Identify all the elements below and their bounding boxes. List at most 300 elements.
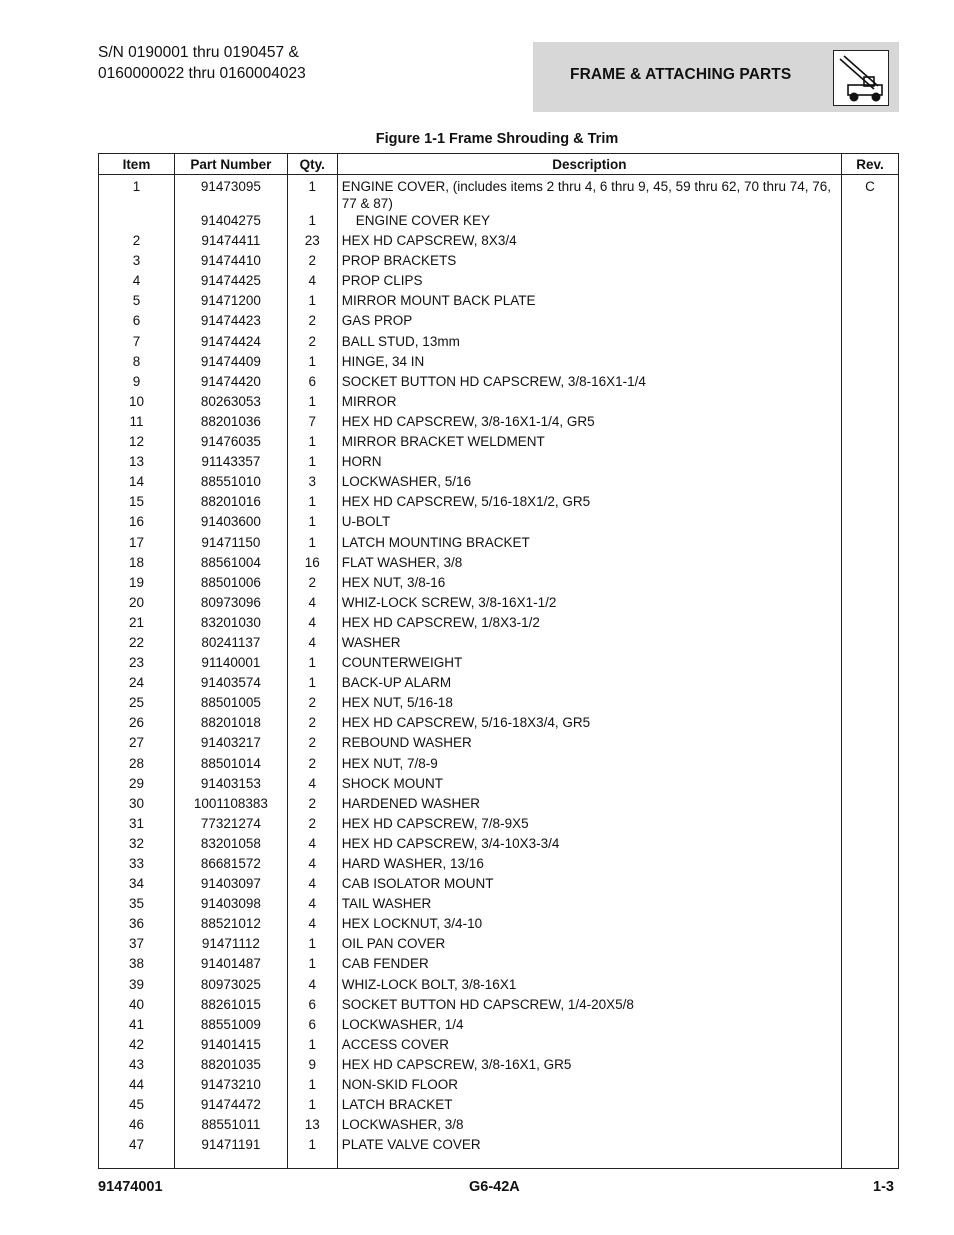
- rev-cell: [842, 614, 899, 634]
- description-cell: SOCKET BUTTON HD CAPSCREW, 3/8-16X1-1/4: [337, 373, 841, 393]
- part-number-cell: 91473210: [174, 1076, 287, 1096]
- item-cell: 16: [99, 513, 175, 533]
- item-cell: 4: [99, 272, 175, 292]
- table-row: [99, 1056, 899, 1076]
- qty-cell: 1: [287, 453, 337, 473]
- item-cell: 1: [99, 175, 175, 213]
- item-cell: 24: [99, 674, 175, 694]
- rev-cell: [842, 312, 899, 332]
- description-cell: HEX HD CAPSCREW, 5/16-18X1/2, GR5: [337, 493, 841, 513]
- qty-cell: 4: [287, 915, 337, 935]
- table-row: [99, 755, 899, 775]
- rev-cell: [842, 513, 899, 533]
- part-number-cell: 80263053: [174, 393, 287, 413]
- table-row: [99, 775, 899, 795]
- table-row: [99, 175, 899, 213]
- description-cell: LATCH MOUNTING BRACKET: [337, 534, 841, 554]
- table-row: [99, 835, 899, 855]
- item-cell: 3: [99, 252, 175, 272]
- item-cell: 7: [99, 333, 175, 353]
- table-row: [99, 212, 899, 232]
- description-cell: CAB ISOLATOR MOUNT: [337, 875, 841, 895]
- header-item: Item: [99, 154, 175, 175]
- table-row: [99, 534, 899, 554]
- description-cell: HARD WASHER, 13/16: [337, 855, 841, 875]
- rev-cell: [842, 755, 899, 775]
- qty-cell: 2: [287, 312, 337, 332]
- part-number-cell: 80973096: [174, 594, 287, 614]
- part-number-cell: 91474423: [174, 312, 287, 332]
- rev-cell: [842, 1016, 899, 1036]
- spacer-cell: [174, 1156, 287, 1169]
- part-number-cell: 91474472: [174, 1096, 287, 1116]
- part-number-cell: 91403600: [174, 513, 287, 533]
- part-number-cell: 88551009: [174, 1016, 287, 1036]
- rev-cell: [842, 212, 899, 232]
- qty-cell: 2: [287, 694, 337, 714]
- rev-cell: [842, 534, 899, 554]
- rev-cell: [842, 694, 899, 714]
- qty-cell: 4: [287, 875, 337, 895]
- description-cell: CAB FENDER: [337, 955, 841, 975]
- section-banner: [533, 42, 899, 112]
- table-row: [99, 594, 899, 614]
- description-cell: PLATE VALVE COVER: [337, 1136, 841, 1156]
- description-cell: WHIZ-LOCK SCREW, 3/8-16X1-1/2: [337, 594, 841, 614]
- table-row: [99, 1136, 899, 1156]
- item-cell: 36: [99, 915, 175, 935]
- table-row: [99, 815, 899, 835]
- description-cell: WASHER: [337, 634, 841, 654]
- table-row: [99, 1016, 899, 1036]
- table-row: [99, 614, 899, 634]
- qty-cell: 2: [287, 734, 337, 754]
- rev-cell: [842, 915, 899, 935]
- description-cell: HEX HD CAPSCREW, 3/4-10X3-3/4: [337, 835, 841, 855]
- rev-cell: C: [842, 175, 899, 213]
- description-cell: HEX LOCKNUT, 3/4-10: [337, 915, 841, 935]
- qty-cell: 1: [287, 353, 337, 373]
- item-cell: 38: [99, 955, 175, 975]
- description-cell: HORN: [337, 453, 841, 473]
- qty-cell: 4: [287, 634, 337, 654]
- description-cell: LATCH BRACKET: [337, 1096, 841, 1116]
- table-row: [99, 1076, 899, 1096]
- item-cell: 13: [99, 453, 175, 473]
- part-number-cell: 91474420: [174, 373, 287, 393]
- qty-cell: 1: [287, 1076, 337, 1096]
- table-row: [99, 915, 899, 935]
- table-row: [99, 292, 899, 312]
- rev-cell: [842, 634, 899, 654]
- table-row: [99, 1116, 899, 1136]
- table-row: [99, 996, 899, 1016]
- table-row: [99, 433, 899, 453]
- part-number-cell: 91403153: [174, 775, 287, 795]
- table-row: [99, 634, 899, 654]
- rev-cell: [842, 473, 899, 493]
- rev-cell: [842, 955, 899, 975]
- table-row: [99, 312, 899, 332]
- part-number-cell: 80973025: [174, 976, 287, 996]
- qty-cell: 2: [287, 252, 337, 272]
- part-number-cell: 91404275: [174, 212, 287, 232]
- description-cell: HARDENED WASHER: [337, 795, 841, 815]
- item-cell: 19: [99, 574, 175, 594]
- rev-cell: [842, 554, 899, 574]
- description-cell: OIL PAN COVER: [337, 935, 841, 955]
- table-row: [99, 734, 899, 754]
- rev-cell: [842, 232, 899, 252]
- rev-cell: [842, 714, 899, 734]
- rev-cell: [842, 594, 899, 614]
- part-number-cell: 88501005: [174, 694, 287, 714]
- description-cell: MIRROR MOUNT BACK PLATE: [337, 292, 841, 312]
- item-cell: 2: [99, 232, 175, 252]
- rev-cell: [842, 976, 899, 996]
- qty-cell: 1: [287, 1036, 337, 1056]
- qty-cell: 4: [287, 775, 337, 795]
- table-row: [99, 232, 899, 252]
- table-row: [99, 373, 899, 393]
- item-cell: 31: [99, 815, 175, 835]
- item-cell: 23: [99, 654, 175, 674]
- spacer-cell: [99, 1156, 175, 1169]
- table-bottom-edge: [99, 1156, 899, 1169]
- description-cell: MIRROR: [337, 393, 841, 413]
- table-row: [99, 493, 899, 513]
- item-cell: 41: [99, 1016, 175, 1036]
- header-rev: Rev.: [842, 154, 899, 175]
- item-cell: 12: [99, 433, 175, 453]
- description-cell: U-BOLT: [337, 513, 841, 533]
- item-cell: 29: [99, 775, 175, 795]
- header-qty: Qty.: [287, 154, 337, 175]
- item-cell: 8: [99, 353, 175, 373]
- qty-cell: 1: [287, 212, 337, 232]
- qty-cell: 23: [287, 232, 337, 252]
- part-number-cell: 91403217: [174, 734, 287, 754]
- description-cell: LOCKWASHER, 5/16: [337, 473, 841, 493]
- part-number-cell: 88501006: [174, 574, 287, 594]
- qty-cell: 1: [287, 654, 337, 674]
- part-number-cell: 88201036: [174, 413, 287, 433]
- part-number-cell: 88201018: [174, 714, 287, 734]
- parts-table: [98, 153, 899, 1169]
- item-cell: 44: [99, 1076, 175, 1096]
- figure-title: Figure 1-1 Frame Shrouding & Trim: [375, 131, 619, 147]
- table-row: [99, 875, 899, 895]
- qty-cell: 4: [287, 835, 337, 855]
- item-cell: 17: [99, 534, 175, 554]
- part-number-cell: 91473095: [174, 175, 287, 213]
- part-number-cell: 91471200: [174, 292, 287, 312]
- part-number-cell: 91403098: [174, 895, 287, 915]
- qty-cell: 1: [287, 175, 337, 213]
- serial-line-2: 0160000022 thru 0160004023: [98, 65, 306, 82]
- rev-cell: [842, 795, 899, 815]
- item-cell: 26: [99, 714, 175, 734]
- item-cell: 27: [99, 734, 175, 754]
- description-cell: PROP CLIPS: [337, 272, 841, 292]
- description-cell: REBOUND WASHER: [337, 734, 841, 754]
- item-cell: 20: [99, 594, 175, 614]
- qty-cell: 1: [287, 674, 337, 694]
- qty-cell: 2: [287, 333, 337, 353]
- part-number-cell: 88261015: [174, 996, 287, 1016]
- rev-cell: [842, 1036, 899, 1056]
- item-cell: 46: [99, 1116, 175, 1136]
- item-cell: 9: [99, 373, 175, 393]
- part-number-cell: 91474425: [174, 272, 287, 292]
- description-cell: MIRROR BRACKET WELDMENT: [337, 433, 841, 453]
- item-cell: 43: [99, 1056, 175, 1076]
- part-number-cell: 77321274: [174, 815, 287, 835]
- description-cell: LOCKWASHER, 3/8: [337, 1116, 841, 1136]
- rev-cell: [842, 1056, 899, 1076]
- footer-page-number: 1-3: [873, 1179, 894, 1195]
- qty-cell: 3: [287, 473, 337, 493]
- qty-cell: 4: [287, 614, 337, 634]
- qty-cell: 4: [287, 272, 337, 292]
- part-number-cell: 88551010: [174, 473, 287, 493]
- table-row: [99, 393, 899, 413]
- qty-cell: 2: [287, 574, 337, 594]
- item-cell: [99, 212, 175, 232]
- description-cell: HEX HD CAPSCREW, 5/16-18X3/4, GR5: [337, 714, 841, 734]
- description-cell: WHIZ-LOCK BOLT, 3/8-16X1: [337, 976, 841, 996]
- table-row: [99, 333, 899, 353]
- description-cell: ENGINE COVER KEY: [337, 212, 841, 232]
- description-cell: NON-SKID FLOOR: [337, 1076, 841, 1096]
- rev-cell: [842, 333, 899, 353]
- description-cell: HEX HD CAPSCREW, 1/8X3-1/2: [337, 614, 841, 634]
- description-cell: ENGINE COVER, (includes items 2 thru 4, 6 thru 9, 45, 59 thru 62, 70 thru 74, 76, 77 & 87): [337, 175, 841, 213]
- qty-cell: 16: [287, 554, 337, 574]
- qty-cell: 2: [287, 795, 337, 815]
- part-number-cell: 88561004: [174, 554, 287, 574]
- qty-cell: 1: [287, 493, 337, 513]
- item-cell: 25: [99, 694, 175, 714]
- qty-cell: 13: [287, 1116, 337, 1136]
- part-number-cell: 91403097: [174, 875, 287, 895]
- part-number-cell: 91474424: [174, 333, 287, 353]
- part-number-cell: 88501014: [174, 755, 287, 775]
- qty-cell: 6: [287, 996, 337, 1016]
- rev-cell: [842, 292, 899, 312]
- qty-cell: 6: [287, 373, 337, 393]
- item-cell: 10: [99, 393, 175, 413]
- table-row: [99, 855, 899, 875]
- description-cell: FLAT WASHER, 3/8: [337, 554, 841, 574]
- item-cell: 6: [99, 312, 175, 332]
- rev-cell: [842, 353, 899, 373]
- spacer-cell: [287, 1156, 337, 1169]
- table-row: [99, 955, 899, 975]
- item-cell: 14: [99, 473, 175, 493]
- rev-cell: [842, 453, 899, 473]
- description-cell: HEX HD CAPSCREW, 8X3/4: [337, 232, 841, 252]
- rev-cell: [842, 413, 899, 433]
- table-row: [99, 795, 899, 815]
- rev-cell: [842, 895, 899, 915]
- rev-cell: [842, 996, 899, 1016]
- description-cell: COUNTERWEIGHT: [337, 654, 841, 674]
- item-cell: 5: [99, 292, 175, 312]
- description-cell: HEX NUT, 3/8-16: [337, 574, 841, 594]
- table-row: [99, 353, 899, 373]
- part-number-cell: 88201016: [174, 493, 287, 513]
- table-row: [99, 654, 899, 674]
- footer-model: G6-42A: [469, 1179, 520, 1195]
- qty-cell: 1: [287, 1096, 337, 1116]
- description-cell: HEX HD CAPSCREW, 7/8-9X5: [337, 815, 841, 835]
- part-number-cell: 80241137: [174, 634, 287, 654]
- qty-cell: 1: [287, 393, 337, 413]
- table-row: [99, 694, 899, 714]
- spacer-cell: [842, 1156, 899, 1169]
- item-cell: 45: [99, 1096, 175, 1116]
- part-number-cell: 91471112: [174, 935, 287, 955]
- rev-cell: [842, 433, 899, 453]
- table-row: [99, 976, 899, 996]
- serial-range: [98, 42, 306, 84]
- part-number-cell: 91474411: [174, 232, 287, 252]
- table-row: [99, 674, 899, 694]
- part-number-cell: 91401415: [174, 1036, 287, 1056]
- rev-cell: [842, 654, 899, 674]
- rev-cell: [842, 393, 899, 413]
- part-number-cell: 91403574: [174, 674, 287, 694]
- qty-cell: 4: [287, 895, 337, 915]
- header-description: Description: [337, 154, 841, 175]
- qty-cell: 4: [287, 976, 337, 996]
- section-title: FRAME & ATTACHING PARTS: [570, 66, 792, 83]
- description-cell: HEX HD CAPSCREW, 3/8-16X1, GR5: [337, 1056, 841, 1076]
- rev-cell: [842, 1116, 899, 1136]
- rev-cell: [842, 493, 899, 513]
- table-row: [99, 453, 899, 473]
- table-row: [99, 473, 899, 493]
- part-number-cell: 91476035: [174, 433, 287, 453]
- rev-cell: [842, 855, 899, 875]
- table-row: [99, 714, 899, 734]
- description-cell: HEX NUT, 7/8-9: [337, 755, 841, 775]
- part-number-cell: 88201035: [174, 1056, 287, 1076]
- rev-cell: [842, 875, 899, 895]
- part-number-cell: 1001108383: [174, 795, 287, 815]
- serial-line-1: S/N 0190001 thru 0190457 &: [98, 44, 299, 61]
- qty-cell: 1: [287, 513, 337, 533]
- qty-cell: 6: [287, 1016, 337, 1036]
- item-cell: 40: [99, 996, 175, 1016]
- description-cell: TAIL WASHER: [337, 895, 841, 915]
- item-cell: 18: [99, 554, 175, 574]
- description-cell: BALL STUD, 13mm: [337, 333, 841, 353]
- description-cell: SOCKET BUTTON HD CAPSCREW, 1/4-20X5/8: [337, 996, 841, 1016]
- part-number-cell: 86681572: [174, 855, 287, 875]
- table-row: [99, 554, 899, 574]
- rev-cell: [842, 734, 899, 754]
- item-cell: 32: [99, 835, 175, 855]
- table-row: [99, 252, 899, 272]
- qty-cell: 1: [287, 935, 337, 955]
- part-number-cell: 83201058: [174, 835, 287, 855]
- rev-cell: [842, 252, 899, 272]
- item-cell: 35: [99, 895, 175, 915]
- item-cell: 28: [99, 755, 175, 775]
- part-number-cell: 91474409: [174, 353, 287, 373]
- qty-cell: 1: [287, 1136, 337, 1156]
- qty-cell: 1: [287, 534, 337, 554]
- rev-cell: [842, 835, 899, 855]
- qty-cell: 2: [287, 714, 337, 734]
- part-number-cell: 91143357: [174, 453, 287, 473]
- rev-cell: [842, 1136, 899, 1156]
- part-number-cell: 91474410: [174, 252, 287, 272]
- rev-cell: [842, 674, 899, 694]
- description-cell: HEX NUT, 5/16-18: [337, 694, 841, 714]
- rev-cell: [842, 272, 899, 292]
- rev-cell: [842, 1096, 899, 1116]
- table-row: [99, 935, 899, 955]
- qty-cell: 1: [287, 433, 337, 453]
- qty-cell: 4: [287, 855, 337, 875]
- description-cell: ACCESS COVER: [337, 1036, 841, 1056]
- part-number-cell: 83201030: [174, 614, 287, 634]
- item-cell: 33: [99, 855, 175, 875]
- part-number-cell: 88521012: [174, 915, 287, 935]
- part-number-cell: 91401487: [174, 955, 287, 975]
- item-cell: 34: [99, 875, 175, 895]
- qty-cell: 7: [287, 413, 337, 433]
- qty-cell: 2: [287, 815, 337, 835]
- part-number-cell: 91140001: [174, 654, 287, 674]
- qty-cell: 1: [287, 292, 337, 312]
- item-cell: 47: [99, 1136, 175, 1156]
- table-row: [99, 413, 899, 433]
- description-cell: SHOCK MOUNT: [337, 775, 841, 795]
- table-row: [99, 574, 899, 594]
- rev-cell: [842, 815, 899, 835]
- rev-cell: [842, 373, 899, 393]
- part-number-cell: 91471150: [174, 534, 287, 554]
- description-cell: LOCKWASHER, 1/4: [337, 1016, 841, 1036]
- item-cell: 37: [99, 935, 175, 955]
- item-cell: 22: [99, 634, 175, 654]
- qty-cell: 9: [287, 1056, 337, 1076]
- telehandler-icon: [833, 50, 889, 106]
- item-cell: 30: [99, 795, 175, 815]
- description-cell: GAS PROP: [337, 312, 841, 332]
- rev-cell: [842, 775, 899, 795]
- footer-doc-number: 91474001: [98, 1179, 163, 1195]
- qty-cell: 4: [287, 594, 337, 614]
- qty-cell: 2: [287, 755, 337, 775]
- part-number-cell: 91471191: [174, 1136, 287, 1156]
- description-cell: BACK-UP ALARM: [337, 674, 841, 694]
- rev-cell: [842, 1076, 899, 1096]
- description-cell: HINGE, 34 IN: [337, 353, 841, 373]
- item-cell: 15: [99, 493, 175, 513]
- rev-cell: [842, 574, 899, 594]
- description-cell: HEX HD CAPSCREW, 3/8-16X1-1/4, GR5: [337, 413, 841, 433]
- table-row: [99, 1036, 899, 1056]
- table-row: [99, 513, 899, 533]
- part-number-cell: 88551011: [174, 1116, 287, 1136]
- rev-cell: [842, 935, 899, 955]
- item-cell: 42: [99, 1036, 175, 1056]
